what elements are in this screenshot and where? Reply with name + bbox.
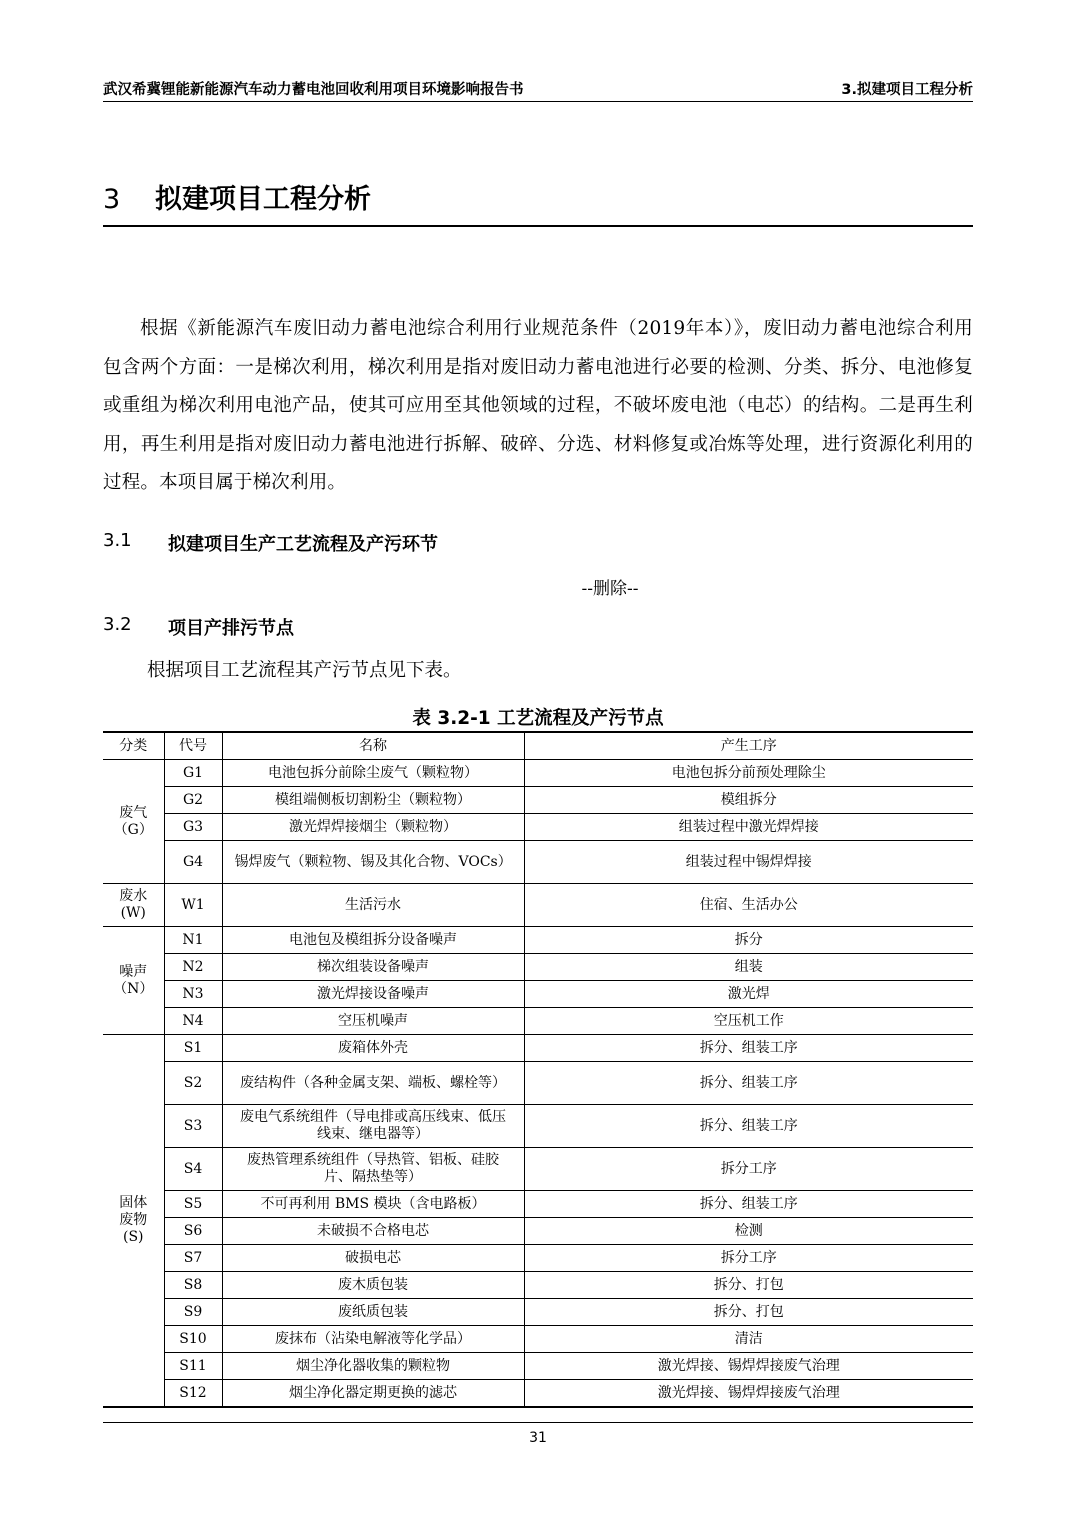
process-cell: 拆分、组装工序	[524, 1105, 973, 1148]
code-cell: S8	[164, 1272, 222, 1299]
process-cell: 检测	[524, 1218, 973, 1245]
pollution-nodes-table	[103, 731, 973, 1408]
table-row	[103, 1326, 973, 1353]
code-cell: N4	[164, 1008, 222, 1035]
header-name: 名称	[222, 732, 524, 760]
process-cell: 激光焊接、锡焊焊接废气治理	[524, 1380, 973, 1408]
table-header-row	[103, 732, 973, 760]
code-cell: G1	[164, 760, 222, 787]
page-header	[103, 78, 973, 99]
code-cell: S1	[164, 1035, 222, 1062]
name-cell: 电池包及模组拆分设备噪声	[222, 927, 524, 954]
process-cell: 拆分、打包	[524, 1272, 973, 1299]
section-title: 项目产排污节点	[168, 618, 294, 639]
table-body	[103, 760, 973, 1408]
table-row	[103, 884, 973, 927]
header-doc-title: 武汉希冀锂能新能源汽车动力蓄电池回收利用项目环境影响报告书	[103, 82, 524, 98]
code-cell: S7	[164, 1245, 222, 1272]
table-row	[103, 1299, 973, 1326]
name-cell: 废热管理系统组件（导热管、铝板、硅胶片、隔热垫等）	[222, 1148, 524, 1191]
code-cell: G4	[164, 841, 222, 884]
header-rule	[103, 101, 973, 102]
process-cell: 拆分、组装工序	[524, 1035, 973, 1062]
chapter-heading	[103, 180, 973, 227]
intro-paragraph: 根据《新能源汽车废旧动力蓄电池综合利用行业规范条件（2019年本）》，废旧动力蓄电池综合利用包含两个方面：一是梯次利用，梯次利用是指对废旧动力蓄电池进行必要的检测、分类、拆分、电池修复或重组为梯次利用电池产品，使其可应用至其他领域的过程，不破坏废电池（电芯）的结构。二是再生利用，再生利用是指对废旧动力蓄电池进行拆解、破碎、分选、材料修复或冶炼等处理，进行资源化利用的过程。本项目属于梯次利用。	[103, 318, 973, 494]
name-cell: 激光焊焊接烟尘（颗粒物）	[222, 814, 524, 841]
category-cell: 噪声（N）	[103, 927, 164, 1035]
code-cell: S10	[164, 1326, 222, 1353]
header-process: 产生工序	[524, 732, 973, 760]
table-row	[103, 954, 973, 981]
process-cell: 拆分工序	[524, 1245, 973, 1272]
code-cell: G2	[164, 787, 222, 814]
name-cell: 废木质包装	[222, 1272, 524, 1299]
table-row	[103, 1148, 973, 1191]
table-row	[103, 760, 973, 787]
table-row	[103, 787, 973, 814]
table-row	[103, 1062, 973, 1105]
process-cell: 住宿、生活办公	[524, 884, 973, 927]
process-cell: 模组拆分	[524, 787, 973, 814]
table-row	[103, 1245, 973, 1272]
header-category: 分类	[103, 732, 164, 760]
category-cell: 固体废物(S)	[103, 1035, 164, 1408]
deleted-note: --删除--	[581, 579, 639, 599]
table-row	[103, 1218, 973, 1245]
process-cell: 组装过程中锡焊焊接	[524, 841, 973, 884]
name-cell: 废电气系统组件（导电排或高压线束、低压线束、继电器等）	[222, 1105, 524, 1148]
code-cell: N2	[164, 954, 222, 981]
table-row	[103, 927, 973, 954]
name-cell: 破损电芯	[222, 1245, 524, 1272]
name-cell: 废箱体外壳	[222, 1035, 524, 1062]
process-cell: 组装过程中激光焊焊接	[524, 814, 973, 841]
process-cell: 激光焊	[524, 981, 973, 1008]
code-cell: S12	[164, 1380, 222, 1408]
code-cell: S11	[164, 1353, 222, 1380]
header-code: 代号	[164, 732, 222, 760]
table-row	[103, 1380, 973, 1408]
section-number: 3.1	[103, 530, 132, 551]
code-cell: N1	[164, 927, 222, 954]
table-row	[103, 814, 973, 841]
code-cell: S2	[164, 1062, 222, 1105]
process-cell: 拆分、组装工序	[524, 1191, 973, 1218]
table-row	[103, 981, 973, 1008]
name-cell: 生活污水	[222, 884, 524, 927]
header-chapter-title: 3.拟建项目工程分析	[841, 82, 973, 98]
table-caption: 表 3.2-1 工艺流程及产污节点	[412, 708, 664, 729]
name-cell: 电池包拆分前除尘废气（颗粒物）	[222, 760, 524, 787]
process-cell: 拆分、组装工序	[524, 1062, 973, 1105]
process-cell: 组装	[524, 954, 973, 981]
category-cell: 废水(W)	[103, 884, 164, 927]
table-row	[103, 841, 973, 884]
process-cell: 清洁	[524, 1326, 973, 1353]
name-cell: 空压机噪声	[222, 1008, 524, 1035]
code-cell: G3	[164, 814, 222, 841]
name-cell: 废抹布（沾染电解液等化学品）	[222, 1326, 524, 1353]
process-cell: 拆分、打包	[524, 1299, 973, 1326]
name-cell: 锡焊废气（颗粒物、锡及其化合物、VOCs）	[222, 841, 524, 884]
name-cell: 激光焊接设备噪声	[222, 981, 524, 1008]
code-cell: W1	[164, 884, 222, 927]
section-3-2-text: 根据项目工艺流程其产污节点见下表。	[147, 660, 462, 681]
table-row	[103, 1105, 973, 1148]
name-cell: 烟尘净化器收集的颗粒物	[222, 1353, 524, 1380]
page-number: 31	[529, 1430, 547, 1446]
code-cell: S9	[164, 1299, 222, 1326]
table-row	[103, 1272, 973, 1299]
name-cell: 不可再利用 BMS 模块（含电路板）	[222, 1191, 524, 1218]
table-row	[103, 1191, 973, 1218]
name-cell: 模组端侧板切割粉尘（颗粒物）	[222, 787, 524, 814]
name-cell: 烟尘净化器定期更换的滤芯	[222, 1380, 524, 1408]
name-cell: 梯次组装设备噪声	[222, 954, 524, 981]
category-cell: 废气（G）	[103, 760, 164, 884]
section-3-2-heading	[103, 614, 294, 640]
code-cell: N3	[164, 981, 222, 1008]
process-cell: 拆分	[524, 927, 973, 954]
table-row	[103, 1353, 973, 1380]
code-cell: S5	[164, 1191, 222, 1218]
footer-rule	[103, 1422, 973, 1423]
chapter-title: 拟建项目工程分析	[155, 184, 371, 215]
code-cell: S6	[164, 1218, 222, 1245]
code-cell: S3	[164, 1105, 222, 1148]
name-cell: 废纸质包装	[222, 1299, 524, 1326]
section-title: 拟建项目生产工艺流程及产污环节	[168, 534, 438, 555]
chapter-number: 3	[103, 184, 121, 215]
process-cell: 拆分工序	[524, 1148, 973, 1191]
section-number: 3.2	[103, 614, 132, 635]
code-cell: S4	[164, 1148, 222, 1191]
table-row	[103, 1035, 973, 1062]
section-3-1-heading	[103, 530, 438, 556]
name-cell: 未破损不合格电芯	[222, 1218, 524, 1245]
process-cell: 激光焊接、锡焊焊接废气治理	[524, 1353, 973, 1380]
table-row	[103, 1008, 973, 1035]
process-cell: 空压机工作	[524, 1008, 973, 1035]
name-cell: 废结构件（各种金属支架、端板、螺栓等）	[222, 1062, 524, 1105]
process-cell: 电池包拆分前预处理除尘	[524, 760, 973, 787]
